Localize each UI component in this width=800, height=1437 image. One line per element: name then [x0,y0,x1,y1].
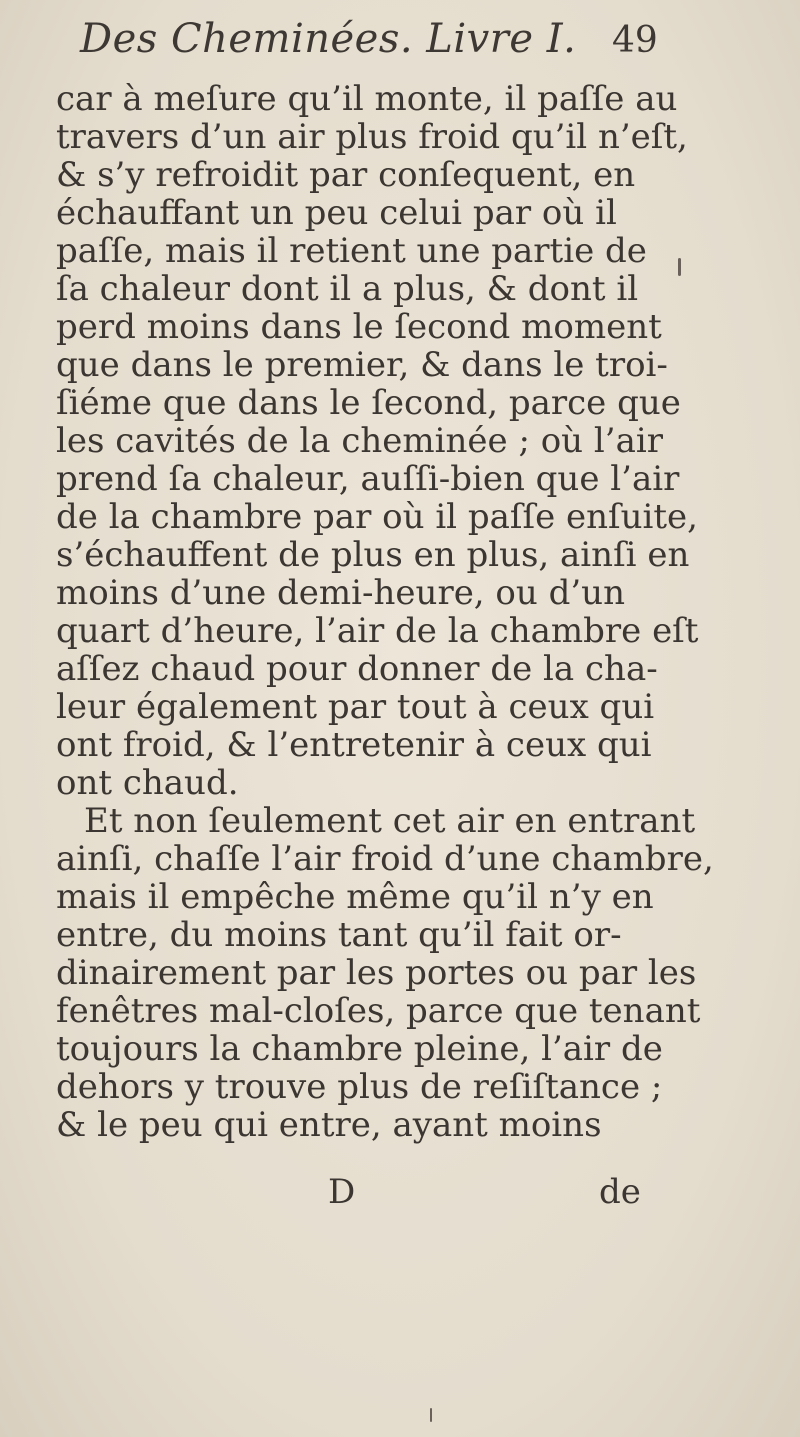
ink-speck [678,258,681,276]
text-line: échauffant un peu celui par où il [56,193,617,233]
text-line: dehors y trouve plus de reſiſtance ; [56,1067,663,1107]
text-line: & s’y refroidit par conſequent, en [56,155,636,195]
text-line: dinairement par les portes ou par les [56,953,697,993]
running-header [80,10,720,70]
text-line: leur également par tout à ceux qui [56,687,655,727]
text-line: de la chambre par où il paſſe enſuite, [56,497,698,537]
page-number: 49 [612,20,658,61]
text-line: prend ſa chaleur, auſſi-bien que l’air [56,459,680,499]
text-line: quart d’heure, l’air de la chambre eſt [56,611,699,651]
text-line: & le peu qui entre, ayant moins [56,1105,602,1145]
signature-mark: D [328,1172,356,1212]
text-line: paſſe, mais il retient une partie de [56,231,647,271]
running-title: Des Cheminées. Livre I. [80,16,577,62]
text-line: ont chaud. [56,763,239,803]
text-line: ainſi, chaſſe l’air froid d’une chambre, [56,839,714,879]
text-line: mais il empêche même qu’il n’y en [56,877,654,917]
text-line: que dans le premier, & dans le troi- [56,345,668,385]
text-line: travers d’un air plus froid qu’il n’eſt, [56,117,688,157]
catchword: de [599,1172,641,1212]
text-line: car à meſure qu’il monte, il paſſe au [56,79,678,119]
text-line: aſſez chaud pour donner de la cha- [56,649,658,689]
ink-speck [430,1408,432,1422]
text-line: toujours la chambre pleine, l’air de [56,1029,663,1069]
text-line: moins d’une demi-heure, ou d’un [56,573,625,613]
text-line: ſa chaleur dont il a plus, & dont il [56,269,639,309]
text-line: fenêtres mal-cloſes, parce que tenant [56,991,701,1031]
text-line: entre, du moins tant qu’il fait or- [56,915,622,955]
paragraph-first-line: Et non ſeulement cet air en entrant [84,801,696,841]
text-line: ont froid, & l’entretenir à ceux qui [56,725,652,765]
text-line: s’échauffent de plus en plus, ainſi en [56,535,690,575]
text-line: les cavités de la cheminée ; où l’air [56,421,663,461]
text-line: ſiéme que dans le ſecond, parce que [56,383,681,423]
text-line: perd moins dans le ſecond moment [56,307,662,347]
